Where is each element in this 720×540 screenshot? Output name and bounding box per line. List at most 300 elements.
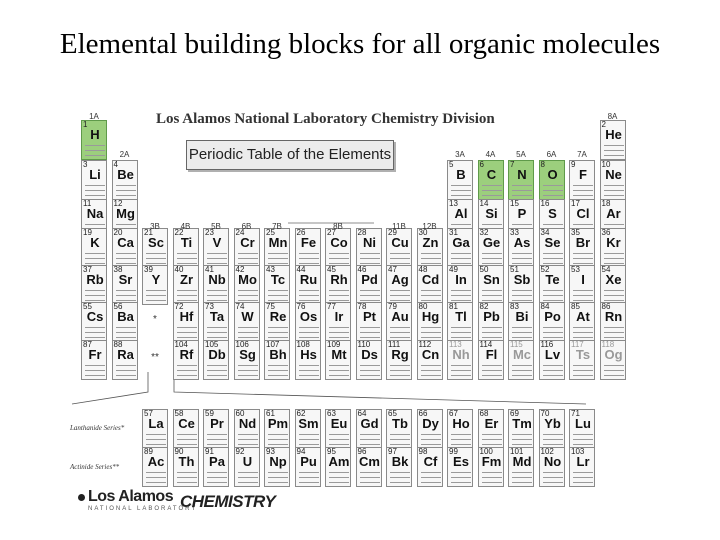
fine-print-line [543,224,563,225]
fine-print-line [360,295,380,296]
element-cell-la [142,409,168,449]
periodic-table-title: Periodic Table of the Elements [188,146,392,163]
fine-print-line [512,327,532,328]
atomic-number: 90 [174,447,184,456]
fine-print-line [482,190,502,191]
atomic-number: 83 [510,302,519,311]
atomic-number: 29 [388,228,397,237]
fine-print-line [207,290,227,291]
fine-print-line [451,472,471,473]
atomic-number: 44 [296,265,306,274]
atomic-number: 78 [357,302,367,311]
element-cell-am [325,447,351,487]
atomic-number: 9 [571,160,576,169]
fine-print-line [146,295,166,296]
element-cell-b [447,160,473,200]
fine-print-line [238,263,258,264]
atomic-number: 30 [418,228,428,237]
fine-print-line [116,290,136,291]
element-cell-lu [569,409,595,449]
atomic-number: 57 [144,409,153,418]
atomic-number: 17 [571,199,580,208]
element-cell-ti [173,228,199,268]
fine-print-line [482,472,502,473]
atomic-number: 81 [449,302,458,311]
fine-print-line [146,472,166,473]
fine-print-line [604,332,624,333]
fine-print-line [238,253,258,254]
fine-print-line [207,253,227,254]
element-symbol: Md [512,454,532,469]
fine-print-line [360,439,380,440]
fine-print-line [573,365,593,366]
atomic-number: 55 [83,302,92,311]
fine-print-line [604,370,624,371]
element-cell-ba [112,302,138,342]
atomic-number: 21 [144,228,153,237]
element-cell-sn [478,265,504,305]
element-cell-v [203,228,229,268]
atomic-number: 99 [449,447,458,456]
fine-print-line [329,332,349,333]
fine-print-line [421,332,441,333]
actinide-series-label: Actinide Series** [70,463,120,471]
element-symbol: Sb [513,272,531,287]
element-symbol: Li [89,167,101,182]
fine-print-line [207,258,227,259]
fine-print-line [268,482,288,483]
atomic-number: 69 [510,409,519,418]
element-cell-h [81,120,107,160]
atomic-number: 118 [601,340,615,349]
los-alamos-logo-subtext: NATIONAL LABORATORY [88,506,198,512]
fine-print-line [238,472,258,473]
fine-print-line [299,370,319,371]
atomic-number: 11 [83,199,92,208]
element-symbol: Pb [483,309,500,324]
element-symbol: F [579,167,587,182]
fine-print-line [573,370,593,371]
fine-print-line [451,195,471,196]
element-cell-lv [539,340,565,380]
atomic-number: 8 [540,160,545,169]
atomic-number: 22 [174,228,184,237]
fine-print-line [421,337,441,338]
fine-print-line [421,300,441,301]
element-symbol: Ir [334,309,344,324]
element-cell-nh [447,340,473,380]
fine-print-line [238,477,258,478]
fine-print-line [482,253,502,254]
group-label: 6A [546,150,557,159]
fine-print-line [390,472,410,473]
fine-print-line [268,375,288,376]
fine-print-line [299,253,319,254]
fine-print-line [451,444,471,445]
element-symbol: Br [575,235,591,250]
atomic-number: 92 [235,447,245,456]
fine-print-line [177,477,197,478]
fine-print-line [421,439,441,440]
fine-print-line [482,258,502,259]
atomic-number: 39 [144,265,153,274]
fine-print-line [604,365,624,366]
fine-print-line [543,290,563,291]
group-label: 7B [272,222,282,231]
element-cell-ni [356,228,382,268]
fine-print-line [604,258,624,259]
fine-print-line [390,258,410,259]
element-cell-gd [356,409,382,449]
atomic-number: 34 [540,228,550,237]
fine-print-line [329,434,349,435]
element-symbol: He [605,127,622,142]
fine-print-line [390,327,410,328]
fine-print-line [421,295,441,296]
fine-print-line [238,375,258,376]
periodic-table-banner [186,140,394,170]
fine-print-line [329,295,349,296]
fine-print-line [238,337,258,338]
element-symbol: Mo [238,272,257,287]
element-symbol: Sm [298,416,319,431]
fine-print-line [573,263,593,264]
fine-print-line [482,195,502,196]
element-symbol: Hf [179,309,194,324]
element-symbol: Sc [148,235,164,250]
fine-print-line [482,365,502,366]
fine-print-line [512,444,532,445]
group-label: 3A [455,150,465,159]
fine-print-line [85,290,105,291]
element-cell-bi [508,302,534,342]
fine-print-line [482,290,502,291]
element-symbol: Pu [300,454,317,469]
group-label: 4A [485,150,496,159]
atomic-number: 96 [357,447,367,456]
fine-print-line [299,477,319,478]
element-symbol: Cr [240,235,255,250]
element-symbol: Ag [391,272,409,287]
fine-print-line [116,295,136,296]
fine-print-line [299,300,319,301]
fine-print-line [390,444,410,445]
fine-print-line [116,185,136,186]
element-cell-ga [447,228,473,268]
fine-print-line [207,370,227,371]
fine-print-line [512,295,532,296]
fine-print-line [85,195,105,196]
element-symbol: Zn [422,235,439,250]
atomic-number: 113 [449,340,462,349]
atomic-number: 47 [388,265,397,274]
atomic-number: 28 [357,228,367,237]
fine-print-line [482,185,502,186]
fine-print-line [543,190,563,191]
atomic-number: 14 [479,199,489,208]
element-cell-c [478,160,504,200]
atomic-number: 49 [449,265,458,274]
fine-print-line [360,290,380,291]
element-cell-yb [539,409,565,449]
fine-print-line [207,365,227,366]
lanthanide-series-label: Lanthanide Series* [70,424,125,432]
element-cell-ir [325,302,351,342]
element-symbol: Ba [117,309,134,324]
atomic-number: 23 [205,228,214,237]
fine-print-line [238,434,258,435]
fine-print-line [451,337,471,338]
fine-print-line [390,300,410,301]
fine-print-line [329,439,349,440]
atomic-number: 42 [235,265,245,274]
element-cell-eu [325,409,351,449]
element-symbol: Gd [360,416,379,431]
element-symbol: Os [299,309,318,324]
element-cell-pu [295,447,321,487]
fine-print-line [390,365,410,366]
fine-print-line [482,444,502,445]
element-cell-kr [600,228,626,268]
fine-print-line [85,365,105,366]
fine-print-line [573,327,593,328]
fine-print-line [268,365,288,366]
group-label: 11B [392,222,406,231]
element-cell-cs [81,302,107,342]
fine-print-line [360,258,380,259]
atomic-number: 70 [540,409,550,418]
element-symbol: Nd [238,416,257,431]
atomic-number: 84 [540,302,550,311]
fine-print-line [85,253,105,254]
fine-print-line [604,375,624,376]
fine-print-line [299,327,319,328]
atomic-number: 12 [113,199,123,208]
atomic-number: 100 [479,447,493,456]
atomic-number: 76 [296,302,306,311]
element-cell-cf [417,447,443,487]
fine-print-line [360,370,380,371]
organization-title: Los Alamos National Laboratory Chemistry Division [156,111,495,127]
element-symbol: Fe [300,235,317,250]
element-cell-nb [203,265,229,305]
element-cell-xe [600,265,626,305]
fine-print-line [604,195,624,196]
element-cell-cm [356,447,382,487]
atomic-number: 110 [357,340,371,349]
fine-print-line [451,434,471,435]
fine-print-line [421,365,441,366]
element-symbol: Ru [299,272,318,287]
atomic-number: 103 [571,447,585,456]
element-symbol: Cf [423,454,438,469]
fine-print-line [268,434,288,435]
atomic-number: 104 [174,340,188,349]
element-cell-o [539,160,565,200]
fine-print-line [390,375,410,376]
fine-print-line [390,477,410,478]
fine-print-line [85,145,105,146]
fine-print-line [177,295,197,296]
atomic-number: 45 [327,265,336,274]
fine-print-line [573,224,593,225]
fine-print-line [299,434,319,435]
element-cell-np [264,447,290,487]
fine-print-line [268,370,288,371]
fine-print-line [451,295,471,296]
element-cell-in [447,265,473,305]
atomic-number: 15 [510,199,519,208]
fine-print-line [451,253,471,254]
atomic-number: 112 [418,340,432,349]
atomic-number: 52 [540,265,550,274]
fine-print-line [85,370,105,371]
element-symbol: Db [208,347,226,362]
element-cell-ce [173,409,199,449]
element-cell-ta [203,302,229,342]
fine-print-line [512,195,532,196]
atomic-number: 63 [327,409,336,418]
element-cell-pa [203,447,229,487]
element-symbol: Cm [359,454,380,469]
element-cell-mc [508,340,534,380]
atomic-number: 20 [113,228,123,237]
atomic-number: 101 [510,447,524,456]
fine-print-line [268,444,288,445]
atomic-number: 40 [174,265,184,274]
element-symbol: Mn [268,235,288,250]
atomic-number: 71 [571,409,580,418]
element-symbol: Cu [391,235,409,250]
element-cell-k [81,228,107,268]
element-symbol: Nh [452,347,470,362]
group-label: 3B [150,222,160,231]
element-cell-pr [203,409,229,449]
element-symbol: C [486,167,497,182]
fine-print-line [604,190,624,191]
fine-print-line [421,263,441,264]
fine-print-line [390,337,410,338]
fine-print-line [360,434,380,435]
element-symbol: Co [330,235,348,250]
fine-print-line [116,327,136,328]
element-cell-sb [508,265,534,305]
element-cell-w [234,302,260,342]
fine-print-line [177,337,197,338]
fine-print-line [604,337,624,338]
fine-print-line [329,327,349,328]
group-label: 12B [422,222,437,231]
fine-print-line [177,472,197,473]
element-symbol: In [455,272,467,287]
fine-print-line [85,224,105,225]
series-marker: ** [151,352,159,363]
fine-print-line [573,477,593,478]
element-symbol: Mc [512,347,532,362]
fine-print-line [573,434,593,435]
fine-print-line [512,300,532,301]
element-cell-re [264,302,290,342]
element-cell-zn [417,228,443,268]
fine-print-line [604,155,624,156]
element-symbol: Cs [86,309,104,324]
group-label: 5A [516,150,526,159]
fine-print-line [482,295,502,296]
element-cell-rf [173,340,199,380]
fine-print-line [116,224,136,225]
fine-print-line [360,472,380,473]
fine-print-line [360,253,380,254]
fine-print-line [177,365,197,366]
fine-print-line [543,327,563,328]
element-cell-ca [112,228,138,268]
fine-print-line [85,185,105,186]
fine-print-line [329,370,349,371]
atomic-number: 7 [510,160,515,169]
fine-print-line [177,253,197,254]
fine-print-line [573,337,593,338]
element-symbol: La [148,416,164,431]
element-cell-pd [356,265,382,305]
element-symbol: Np [269,454,287,469]
element-symbol: Pr [210,416,224,431]
fine-print-line [177,482,197,483]
element-symbol: Xe [605,272,622,287]
element-symbol: U [242,454,253,469]
fine-print-line [573,472,593,473]
fine-print-line [85,375,105,376]
fine-print-line [177,444,197,445]
atomic-number: 80 [418,302,428,311]
atomic-number: 73 [205,302,214,311]
element-symbol: Dy [422,416,439,431]
atomic-number: 74 [235,302,245,311]
atomic-number: 86 [601,302,611,311]
atomic-number: 58 [174,409,184,418]
fine-print-line [85,300,105,301]
fine-print-line [207,327,227,328]
atomic-number: 64 [357,409,367,418]
element-symbol: Er [484,416,499,431]
fine-print-line [512,370,532,371]
fine-print-line [146,477,166,478]
fine-print-line [421,253,441,254]
element-cell-te [539,265,565,305]
fine-print-line [604,150,624,151]
element-cell-hg [417,302,443,342]
fine-print-line [543,370,563,371]
fine-print-line [421,370,441,371]
element-symbol: Fr [88,347,102,362]
fine-print-line [421,258,441,259]
element-symbol: At [576,309,590,324]
fine-print-line [238,370,258,371]
element-symbol: Eu [330,416,348,431]
atomic-number: 61 [266,409,275,418]
element-symbol: Y [151,272,161,287]
element-cell-bh [264,340,290,380]
atomic-number: 51 [510,265,519,274]
element-symbol: Bk [391,454,409,469]
fine-print-line [512,472,532,473]
atomic-number: 54 [601,265,611,274]
fine-print-line [543,365,563,366]
fine-print-line [146,482,166,483]
fine-print-line [177,375,197,376]
element-cell-mo [234,265,260,305]
fine-print-line [573,195,593,196]
fine-print-line [299,332,319,333]
